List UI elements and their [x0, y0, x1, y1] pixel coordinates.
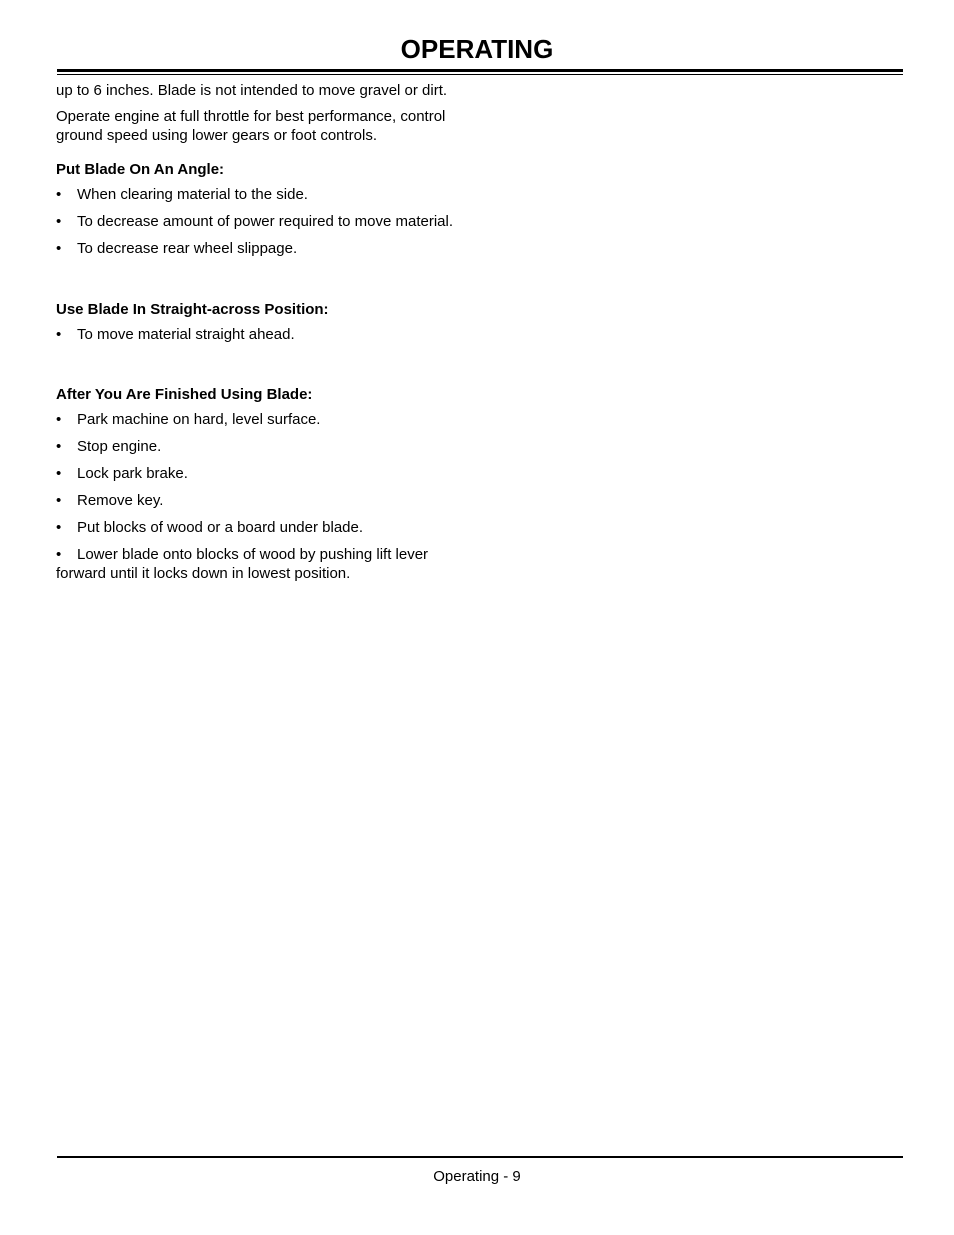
- list-item: [56, 545, 476, 583]
- main-content: [56, 81, 476, 591]
- page-number: Operating - 9: [433, 1168, 521, 1185]
- list-item: [56, 464, 476, 483]
- list-item: [56, 518, 476, 537]
- bullet-icon: •: [56, 186, 62, 203]
- section-list-straight: [56, 325, 476, 344]
- bullet-icon: •: [56, 411, 62, 428]
- list-item: [56, 410, 476, 429]
- bullet-icon: •: [56, 438, 62, 455]
- header-rule-thick: [57, 69, 903, 72]
- list-item-text: Lower blade onto blocks of wood by pushing lift lever forward until it locks down in lowest position.: [56, 546, 429, 582]
- footer-rule: [57, 1156, 903, 1158]
- section-heading-straight: Use Blade In Straight-across Position:: [56, 301, 329, 318]
- list-item-text: Park machine on hard, level surface.: [77, 411, 321, 428]
- page-title: OPERATING: [400, 34, 554, 64]
- list-item-text: To decrease rear wheel slippage.: [77, 240, 298, 257]
- bullet-icon: •: [56, 519, 62, 536]
- bullet-icon: •: [56, 213, 62, 230]
- list-item-text: To decrease amount of power required to move material.: [77, 213, 454, 230]
- list-item: [56, 239, 476, 258]
- list-item-text: When clearing material to the side.: [77, 186, 308, 203]
- section-list-angle: [56, 185, 476, 258]
- list-item-text: Stop engine.: [77, 438, 162, 455]
- list-item-text: Lock park brake.: [77, 465, 188, 482]
- intro-paragraph-2: Operate engine at full throttle for best performance, control ground speed using lower gears or foot controls.: [56, 108, 446, 144]
- bullet-icon: •: [56, 492, 62, 509]
- list-item-text: To move material straight ahead.: [77, 326, 295, 343]
- bullet-icon: •: [56, 326, 62, 343]
- bullet-icon: •: [56, 465, 62, 482]
- list-item: [56, 185, 476, 204]
- list-item-text: Remove key.: [77, 492, 164, 509]
- bullet-icon: •: [56, 546, 62, 563]
- section-heading-finished: After You Are Finished Using Blade:: [56, 386, 313, 403]
- header-rule-thin: [57, 74, 903, 75]
- list-item: [56, 212, 476, 231]
- section-heading-angle: Put Blade On An Angle:: [56, 161, 225, 178]
- bullet-icon: •: [56, 240, 62, 257]
- section-list-finished: [56, 410, 476, 583]
- intro-paragraph-1: up to 6 inches. Blade is not intended to move gravel or dirt.: [56, 82, 448, 99]
- list-item: [56, 491, 476, 510]
- list-item: [56, 437, 476, 456]
- list-item-text: Put blocks of wood or a board under blade.: [77, 519, 364, 536]
- list-item: [56, 325, 476, 344]
